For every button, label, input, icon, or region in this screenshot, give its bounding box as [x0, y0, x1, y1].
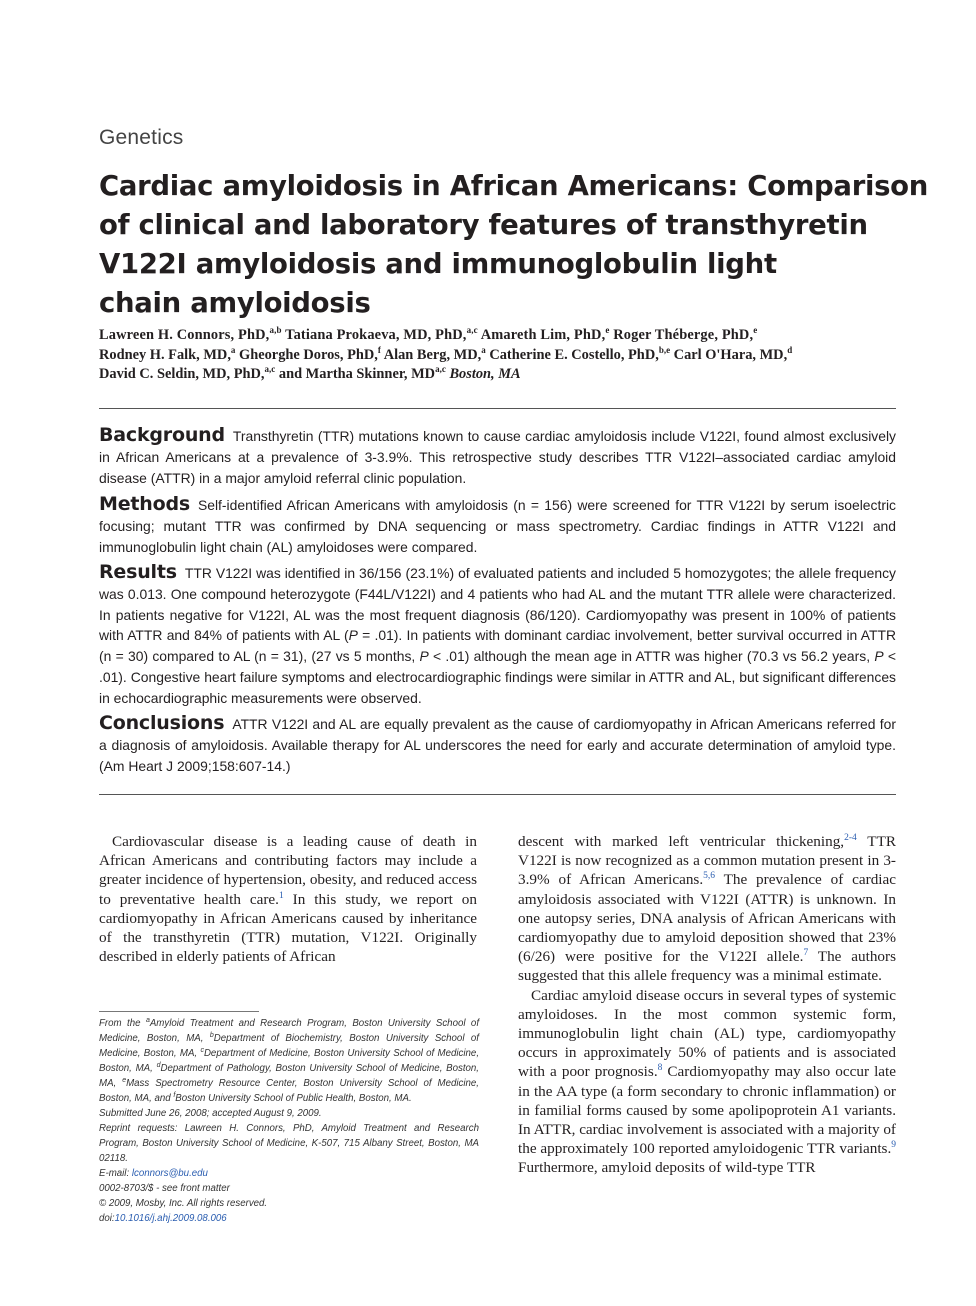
author-affiliation: e	[605, 325, 610, 336]
author-name: Alan Berg, MD,	[383, 346, 482, 363]
abstract-top-rule	[99, 408, 896, 409]
author-list	[99, 326, 899, 385]
affiliation-mark: a	[145, 1016, 150, 1024]
author-line-3	[99, 365, 899, 385]
author-name: David C. Seldin, MD, PhD,	[99, 366, 265, 382]
abstract-text: < .01) although the mean age in ATTR was higher (70.3 vs 56.2 years,	[428, 648, 875, 665]
abstract-text: < .01). Congestive heart failure symptoms and electrocardiographic findings were similar in ATTR and AL, but significant differences in echocardiographic measurements were observed.	[99, 648, 896, 706]
abstract-text: TTR V122I was identified in 36/156 (23.1%) of evaluated patients and included 5 homozygotes; the allele frequency was 0.013. One compound heterozygote (F44L/V122I) and 4 patients who had AL and the mutant TTR allele were characterized. In patients negative for V122I, AL was the most frequent diagnosis (86/120). Cardiomyopathy was present in 100% of patients with ATTR and 84% of patients with AL (	[99, 565, 896, 644]
body-right-column	[518, 832, 896, 1178]
abstract-bottom-rule	[99, 794, 896, 795]
abstract-methods	[99, 494, 896, 557]
footnotes	[99, 1016, 479, 1226]
author-line-2	[99, 346, 899, 366]
body-text: Cardiomyopathy may also occur late in the AA type (a form secondary to chronic inflammation) or in familial forms caused by some apolipoprotein A1 variants. In ATTR, cardiac involvement is associated with a majority of the approximately 100 reported amyloidogenic TTR variants.	[518, 1063, 896, 1158]
author-name: Roger Théberge, PhD,	[613, 327, 754, 343]
citation-link[interactable]: 8	[657, 1063, 663, 1074]
footnote-text: Boston University School of Public Health, Boston, MA.	[175, 1093, 412, 1104]
author-name: Tatiana Prokaeva, MD, PhD,	[285, 327, 467, 343]
author-name: Rodney H. Falk, MD,	[99, 346, 231, 363]
body-paragraph	[99, 832, 477, 966]
citation-link[interactable]: 5,6	[703, 871, 715, 882]
doi-link[interactable]: 10.1016/j.ahj.2009.08.006	[114, 1213, 227, 1224]
body-paragraph	[518, 832, 896, 986]
abstract-heading: Results	[99, 561, 177, 583]
abstract-heading: Background	[99, 424, 225, 446]
footnote-text: Mass Spectrometry Resource Center, Boston University School of Medicine, Boston, MA, and	[99, 1078, 479, 1104]
p-value-symbol: P	[874, 648, 884, 665]
author-affiliation: a,c	[435, 364, 446, 375]
author-name: Carl O'Hara, MD,	[673, 346, 788, 363]
email-link[interactable]: lconnors@bu.edu	[131, 1168, 208, 1179]
abstract-text: Self-identified African Americans with amyloidosis (n = 156) were screened for TTR V122I by serum isoelectric focusing; mutant TTR was confirmed by DNA sequencing or mass spectrometry. Cardiac findings in ATTR V122I and immunoglobulin light chain (AL) amyloidoses were compared.	[99, 497, 896, 555]
abstract-text: Transthyretin (TTR) mutations known to cause cardiac amyloidosis include V122I, found almost exclusively in African Americans at a prevalence of 3-3.9%. This retrospective study describes TTR V122I–associated cardiac amyloid disease (ATTR) in a major amyloid referral clinic population.	[99, 428, 896, 486]
article-title	[99, 167, 929, 323]
affiliation-mark: d	[156, 1061, 161, 1069]
author-affiliation: e	[753, 325, 758, 336]
title-line: Cardiac amyloidosis in African Americans: Comparison	[99, 170, 929, 202]
footnote-text: Department of Biochemistry, Boston University School of Medicine, Boston, MA,	[99, 1033, 479, 1059]
title-line: of clinical and laboratory features of transthyretin	[99, 209, 868, 241]
issn-note: 0002-8703/$ - see front matter	[99, 1183, 230, 1194]
footnote-text: From the	[99, 1018, 146, 1029]
section-label: Genetics	[99, 126, 184, 149]
footnote-text: E-mail:	[99, 1168, 132, 1179]
title-line: V122I amyloidosis and immunoglobulin light	[99, 248, 777, 280]
body-left-column	[99, 832, 477, 966]
submitted-note: Submitted June 26, 2008; accepted August 9, 2009.	[99, 1108, 322, 1119]
author-affiliation: a,c	[264, 364, 276, 375]
p-value-symbol: P	[348, 627, 358, 644]
abstract-conclusions	[99, 713, 896, 776]
title-line: chain amyloidosis	[99, 287, 371, 319]
affiliations-note	[99, 1016, 479, 1106]
author-affiliation: b,e	[658, 344, 671, 355]
doi-note	[99, 1211, 479, 1226]
author-location: Boston, MA	[449, 366, 521, 382]
author-affiliation: a	[230, 344, 236, 355]
footnote-text: Department of Pathology, Boston University School of Medicine, Boston, MA,	[99, 1063, 479, 1089]
author-affiliation: a,b	[269, 325, 282, 336]
copyright-note: © 2009, Mosby, Inc. All rights reserved.	[99, 1198, 268, 1209]
abstract-background	[99, 425, 896, 488]
citation-link[interactable]: 7	[803, 948, 809, 959]
reprint-note: Reprint requests: Lawreen H. Connors, PhD, Amyloid Treatment and Research Program, Boston University School of Medicine, K-507, 715 Albany Street, Boston, MA 02118.	[99, 1123, 479, 1164]
abstract-text: ATTR V122I and AL are equally prevalent as the cause of cardiomyopathy in African Americans referred for a diagnosis of amyloidosis. Available therapy for AL underscores the need for early and accurate determination of amyloid type. (Am Heart J 2009;158:607-14.)	[99, 716, 896, 774]
body-text: descent with marked left ventricular thickening,	[518, 833, 845, 850]
affiliation-mark: c	[200, 1046, 204, 1054]
author-line-1	[99, 326, 899, 346]
author-affiliation: f	[377, 344, 381, 355]
affiliation-mark: f	[173, 1091, 176, 1099]
body-text: Furthermore, amyloid deposits of wild-type TTR	[518, 1159, 816, 1177]
footnote-text: Department of Medicine, Boston University School of Medicine, Boston, MA,	[99, 1048, 480, 1074]
body-text: Cardiac amyloid disease occurs in several types of systemic amyloidoses. In the most common systemic form, immunoglobulin light chain (AL) type, cardiomyopathy occurs in approximately 50% of patients and is associated with a poor prognosis.	[518, 986, 896, 1081]
body-text: The authors suggested that this allele frequency was a minimal estimate.	[518, 948, 896, 985]
author-affiliation: d	[787, 344, 793, 355]
p-value-symbol: P	[419, 648, 429, 665]
body-text: In this study, we report on cardiomyopathy in African Americans caused by inheritance of the transthyretin (TTR) mutation, V122I. Originally described in elderly patients of African	[99, 890, 477, 966]
abstract-results	[99, 562, 896, 709]
citation-link[interactable]: 2-4	[844, 832, 857, 843]
author-name: Catherine E. Costello, PhD,	[489, 346, 659, 363]
abstract-heading: Conclusions	[99, 712, 225, 734]
body-paragraph	[518, 986, 896, 1178]
abstract-text: = .01). In patients with dominant cardiac involvement, better survival occurred in ATTR (n = 30) compared to AL (n = 31), (27 vs 5 months,	[99, 627, 897, 665]
footnote-rule	[99, 1011, 259, 1012]
body-text: Cardiovascular disease is a leading cause of death in African Americans and contributing factors may include a greater incidence of hypertension, obesity, and reduced access to preventative health care.	[99, 833, 477, 908]
author-affiliation: a,c	[466, 325, 478, 336]
footnote-text: doi:	[99, 1213, 115, 1224]
abstract-heading: Methods	[99, 493, 190, 515]
footnote-text: Amyloid Treatment and Research Program, Boston University School of Medicine, Boston, MA,	[99, 1018, 480, 1044]
email-note	[99, 1166, 479, 1181]
body-text: The prevalence of cardiac amyloidosis associated with V122I (ATTR) is unknown. In one autopsy series, DNA analysis of African Americans with cardiomyopathy due to amyloid deposition showed that 23% (6/26) were positive for the V122I allele.	[518, 871, 896, 966]
body-text: TTR V122I is now recognized as a common mutation present in 3-3.9% of African Americans.	[518, 833, 896, 889]
author-affiliation: a	[481, 344, 486, 355]
author-name: Gheorghe Doros, PhD,	[239, 346, 378, 363]
citation-link[interactable]: 9	[891, 1140, 896, 1151]
citation-link[interactable]: 1	[278, 890, 284, 901]
author-name: Amareth Lim, PhD,	[480, 327, 606, 343]
author-name: Lawreen H. Connors, PhD,	[99, 327, 270, 343]
author-name: and Martha Skinner, MD	[278, 366, 436, 382]
affiliation-mark: e	[122, 1076, 127, 1084]
affiliation-mark: b	[209, 1031, 214, 1039]
